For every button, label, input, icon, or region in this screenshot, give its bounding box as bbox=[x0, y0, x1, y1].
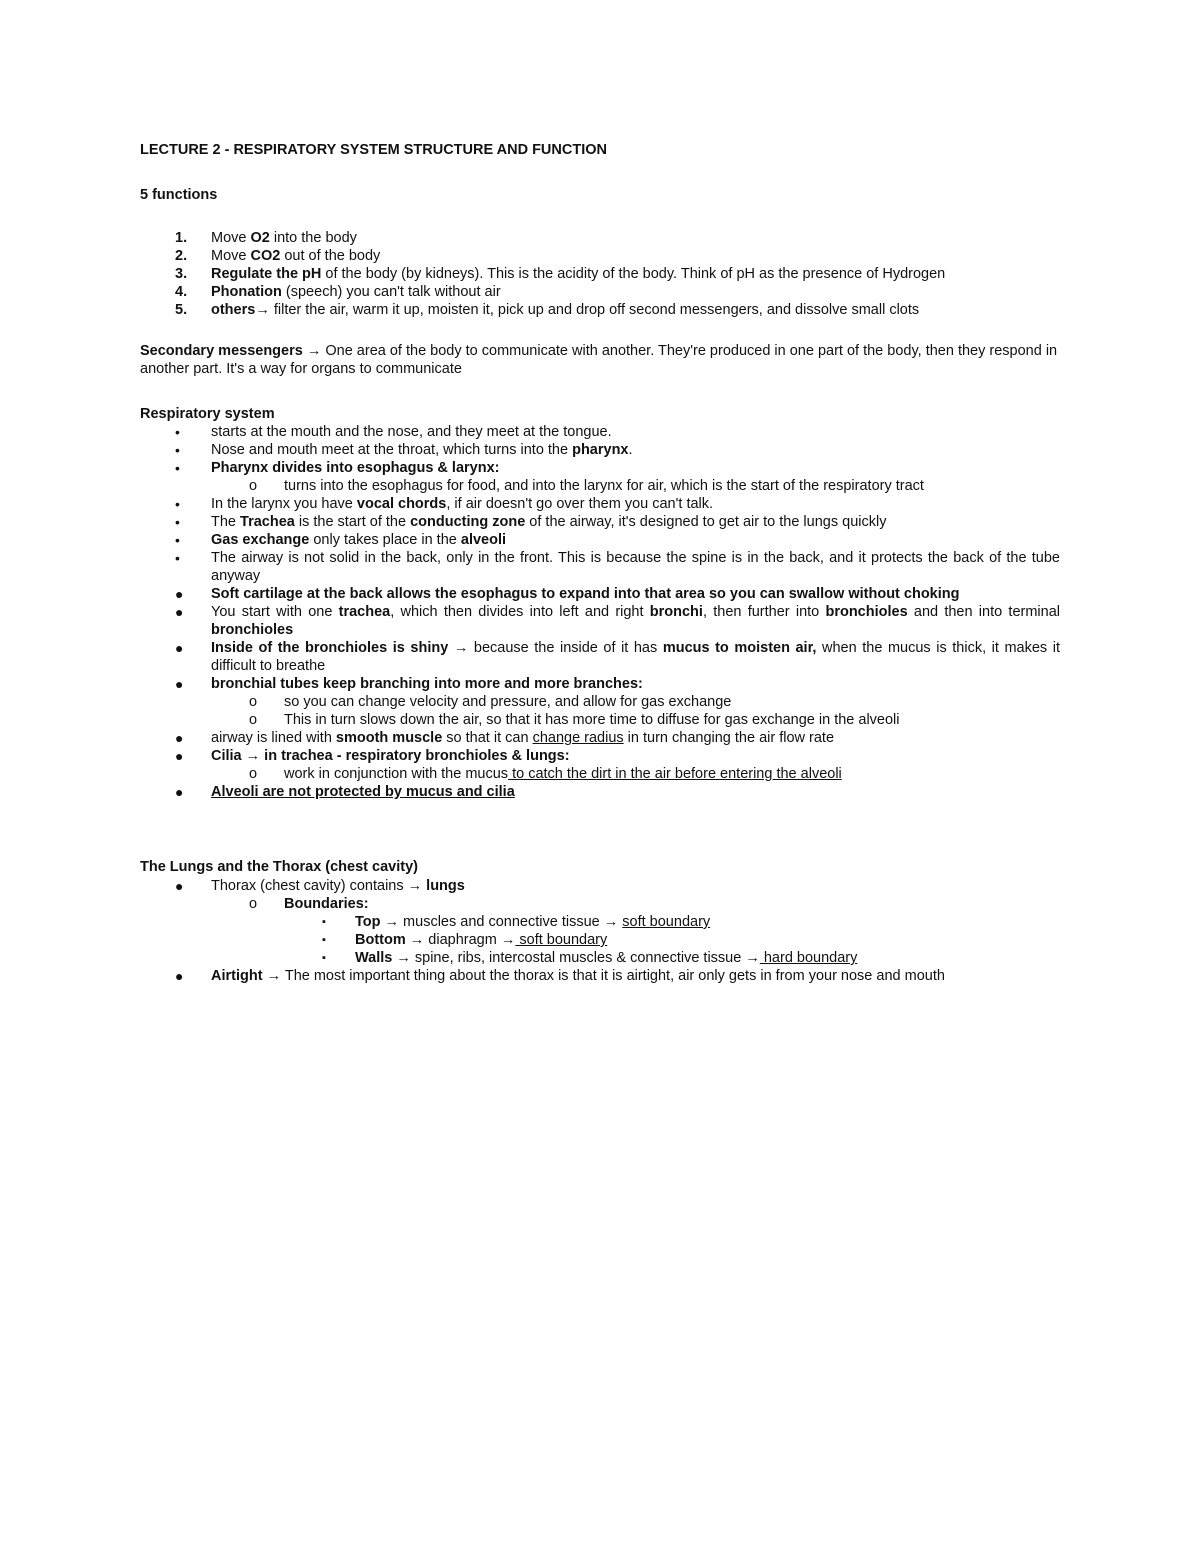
sub-list bbox=[211, 477, 1060, 495]
bullet-icon: ● bbox=[175, 604, 184, 620]
bullet-icon: • bbox=[175, 460, 180, 476]
list-item: o so you can change velocity and pressure, and allow for gas exchange bbox=[249, 694, 732, 710]
list-item: ● Airtight → The most important thing about the thorax is that it is airtight, air only gets in from your nose and mouth bbox=[175, 968, 945, 984]
list-item: • Gas exchange only takes place in the alveoli bbox=[175, 532, 507, 548]
circle-bullet-icon: o bbox=[249, 694, 258, 710]
respiratory-system-heading: Respiratory system bbox=[140, 406, 275, 422]
sub-list bbox=[211, 765, 1060, 783]
list-item: 5. others→ filter the air, warm it up, moisten it, pick up and drop off second messengers, and dissolve small clots bbox=[175, 302, 920, 318]
list-item: ● You start with one trachea, which then divides into left and right bronchi, then further into bronchioles and then into terminal bronchioles bbox=[175, 604, 1060, 638]
page-title: LECTURE 2 - RESPIRATORY SYSTEM STRUCTURE AND FUNCTION bbox=[140, 142, 607, 158]
list-item: o Boundaries: ▪ Top → muscles and connective tissue → soft boundary ▪ Bottom → diaphragm → soft boundary ▪ Walls → spine, ribs, intercostal muscles & connective tissue → hard boundary bbox=[211, 895, 1060, 967]
circle-bullet-icon: o bbox=[249, 712, 258, 728]
list-item: ● Soft cartilage at the back allows the esophagus to expand into that area so you can swallow without choking bbox=[175, 586, 960, 602]
circle-bullet-icon: o bbox=[249, 766, 258, 782]
list-item: • In the larynx you have vocal chords, if air doesn't go over them you can't talk. bbox=[175, 496, 714, 512]
list-item: o turns into the esophagus for food, and into the larynx for air, which is the start of the respiratory tract bbox=[249, 478, 924, 494]
square-bullet-icon: ▪ bbox=[322, 934, 326, 946]
bullet-icon: • bbox=[175, 424, 180, 440]
list-item: • The Trachea is the start of the conducting zone of the airway, it's designed to get air to the lungs quickly bbox=[175, 514, 887, 530]
bullet-icon: ● bbox=[175, 640, 184, 656]
list-item: 1. Move O2 into the body bbox=[175, 230, 357, 246]
list-item: ▪ Walls → spine, ribs, intercostal muscles & connective tissue → hard boundary bbox=[322, 950, 858, 966]
list-item: • Pharynx divides into esophagus & larynx: o turns into the esophagus for food, and into the larynx for air, which is the start of the respiratory tract bbox=[140, 459, 1060, 495]
bullet-icon: ● bbox=[175, 730, 184, 746]
list-item: • starts at the mouth and the nose, and they meet at the tongue. bbox=[175, 424, 612, 440]
sub-list bbox=[211, 895, 1060, 967]
list-item: ● Inside of the bronchioles is shiny → because the inside of it has mucus to moisten air, when the mucus is thick, it makes it difficult to breathe bbox=[175, 640, 1060, 674]
list-item: • Nose and mouth meet at the throat, which turns into the pharynx. bbox=[175, 442, 633, 458]
functions-heading: 5 functions bbox=[140, 187, 218, 203]
bullet-icon: ● bbox=[175, 784, 184, 800]
list-item: ● Thorax (chest cavity) contains → lungs o Boundaries: ▪ Top → muscles and connective tissue → soft boundary ▪ Bottom → diaphragm → soft boundary ▪ Walls → spine, ribs, intercostal muscles & connective tissue → hard boundary bbox=[140, 877, 1060, 967]
bullet-icon: ● bbox=[175, 676, 184, 692]
square-bullet-icon: ▪ bbox=[322, 952, 326, 964]
bullet-icon: ● bbox=[175, 586, 184, 602]
list-item: o work in conjunction with the mucus to catch the dirt in the air before entering the alveoli bbox=[249, 766, 842, 782]
square-bullet-icon: ▪ bbox=[322, 916, 326, 928]
list-item: 4. Phonation (speech) you can't talk without air bbox=[175, 284, 501, 300]
bullet-icon: • bbox=[175, 442, 180, 458]
bullet-icon: ● bbox=[175, 748, 184, 764]
list-item: 2. Move CO2 out of the body bbox=[175, 248, 381, 264]
list-item: ▪ Bottom → diaphragm → soft boundary bbox=[322, 932, 608, 948]
bullet-icon: • bbox=[175, 514, 180, 530]
sub-list bbox=[211, 693, 1060, 729]
respiratory-list bbox=[140, 423, 1060, 801]
secondary-messengers-paragraph: Secondary messengers → One area of the body to communicate with another. They're produced in one part of the body, then they respond in another part. It's a way for organs to communicate bbox=[140, 343, 1058, 377]
lungs-thorax-heading: The Lungs and the Thorax (chest cavity) bbox=[140, 859, 418, 875]
circle-bullet-icon: o bbox=[249, 478, 258, 494]
list-item: ● bronchial tubes keep branching into more and more branches: o so you can change velocity and pressure, and allow for gas exchange o This in turn slows down the air, so that it has more time to diffuse for gas exchange in the alveoli bbox=[140, 675, 1060, 729]
bullet-icon: ● bbox=[175, 878, 184, 894]
list-item: ▪ Top → muscles and connective tissue → soft boundary bbox=[322, 914, 711, 930]
bullet-icon: • bbox=[175, 550, 180, 566]
list-item: ● Cilia → in trachea - respiratory bronchioles & lungs: o work in conjunction with the mucus to catch the dirt in the air before entering the alveoli bbox=[140, 747, 1060, 783]
bullet-icon: ● bbox=[175, 968, 184, 984]
list-item: • The airway is not solid in the back, only in the front. This is because the spine is in the back, and it protects the back of the tube anyway bbox=[175, 550, 1060, 584]
list-item: 3. Regulate the pH of the body (by kidneys). This is the acidity of the body. Think of pH as the presence of Hydrogen bbox=[175, 266, 946, 282]
bullet-icon: • bbox=[175, 496, 180, 512]
lungs-list bbox=[140, 877, 1060, 985]
list-item: ● Alveoli are not protected by mucus and cilia bbox=[175, 784, 515, 800]
list-item: o This in turn slows down the air, so that it has more time to diffuse for gas exchange in the alveoli bbox=[249, 712, 900, 728]
functions-list bbox=[140, 229, 1060, 319]
circle-bullet-icon: o bbox=[249, 896, 258, 912]
list-item: ● airway is lined with smooth muscle so that it can change radius in turn changing the air flow rate bbox=[175, 730, 835, 746]
sub-sub-list bbox=[284, 913, 1060, 967]
bullet-icon: • bbox=[175, 532, 180, 548]
